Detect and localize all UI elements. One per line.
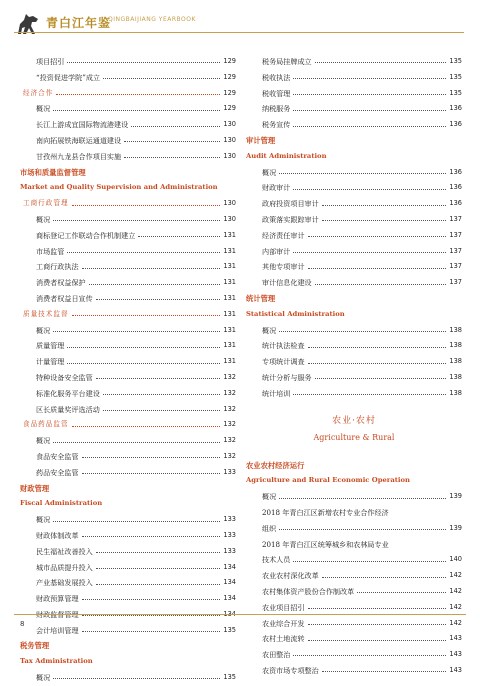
toc-entry-label: 内部审计 bbox=[262, 246, 291, 256]
toc-subsection[interactable] bbox=[20, 417, 236, 433]
toc-entry[interactable] bbox=[246, 244, 462, 260]
dot-leader bbox=[124, 157, 220, 158]
dot-leader bbox=[138, 236, 220, 237]
toc-entry-label: 统计培训 bbox=[262, 388, 291, 398]
dot-leader bbox=[53, 110, 220, 111]
dot-leader bbox=[53, 678, 220, 679]
toc-page-number: 139 bbox=[449, 492, 462, 501]
toc-entry[interactable] bbox=[20, 386, 236, 402]
toc-page-number: 137 bbox=[449, 278, 462, 287]
toc-page-number: 131 bbox=[223, 341, 236, 350]
toc-entry[interactable] bbox=[246, 631, 462, 647]
dot-leader bbox=[53, 220, 220, 221]
dot-leader bbox=[322, 205, 447, 206]
toc-entry-label: 概况 bbox=[36, 673, 51, 683]
toc-page-number: 133 bbox=[223, 515, 236, 524]
toc-page-number: 130 bbox=[223, 151, 236, 160]
toc-section-heading-en[interactable]: Tax Administration bbox=[20, 657, 93, 666]
dot-leader bbox=[308, 608, 447, 609]
toc-entry-label: 农业农村深化改革 bbox=[262, 571, 319, 581]
dot-leader bbox=[315, 378, 447, 379]
toc-entry[interactable] bbox=[246, 54, 462, 70]
toc-entry[interactable] bbox=[20, 149, 236, 165]
toc-entry-label: 组织 bbox=[262, 523, 277, 533]
toc-entry[interactable] bbox=[20, 512, 236, 528]
toc-entry[interactable] bbox=[246, 70, 462, 86]
toc-entry-label: 概况 bbox=[36, 325, 51, 335]
toc-page-number: 136 bbox=[449, 167, 462, 176]
toc-entry[interactable] bbox=[20, 101, 236, 117]
toc-entry-label: 市场监管 bbox=[36, 246, 65, 256]
toc-entry[interactable] bbox=[246, 584, 462, 600]
toc-entry[interactable] bbox=[246, 212, 462, 228]
dot-leader bbox=[72, 205, 221, 206]
toc-entry[interactable] bbox=[20, 575, 236, 591]
toc-entry-label: 统计执法检查 bbox=[262, 341, 305, 351]
header-divider bbox=[14, 32, 464, 33]
toc-entry-label: 区长质量奖评选活动 bbox=[36, 404, 100, 414]
dot-leader bbox=[308, 268, 447, 269]
toc-page-number: 134 bbox=[223, 594, 236, 603]
dot-leader bbox=[96, 584, 221, 585]
toc-entry-label: 概况 bbox=[262, 492, 277, 502]
toc-entry[interactable] bbox=[20, 623, 236, 639]
toc-entry[interactable] bbox=[20, 449, 236, 465]
dot-leader bbox=[72, 315, 221, 316]
toc-section-heading-en[interactable]: Audit Administration bbox=[246, 151, 327, 160]
toc-page-number: 135 bbox=[223, 673, 236, 682]
toc-entry-label: 税收管理 bbox=[262, 88, 291, 98]
toc-page-number: 143 bbox=[449, 634, 462, 643]
toc-page-number: 132 bbox=[223, 436, 236, 445]
toc-page-number: 136 bbox=[449, 183, 462, 192]
dot-leader bbox=[315, 62, 447, 63]
toc-entry-label: 概况 bbox=[36, 436, 51, 446]
toc-entry-label: 产业基础发展投入 bbox=[36, 578, 93, 588]
toc-entry-label: 南向拓展铁海联运通道建设 bbox=[36, 135, 122, 145]
toc-page-number: 131 bbox=[223, 278, 236, 287]
toc-entry[interactable] bbox=[20, 560, 236, 576]
dot-leader bbox=[53, 442, 220, 443]
dot-leader bbox=[67, 62, 220, 63]
toc-entry-label: 农业综合开发 bbox=[262, 618, 305, 628]
dot-leader bbox=[72, 426, 221, 427]
toc-page-number: 131 bbox=[223, 293, 236, 302]
toc-entry-label: 概况 bbox=[36, 214, 51, 224]
toc-page-number: 129 bbox=[223, 104, 236, 113]
toc-entry-label: 税务局挂牌成立 bbox=[262, 57, 312, 66]
toc-page-number: 131 bbox=[223, 357, 236, 366]
toc-entry[interactable] bbox=[246, 647, 462, 663]
toc-right-column bbox=[246, 54, 462, 679]
toc-entry[interactable] bbox=[20, 323, 236, 339]
toc-entry[interactable] bbox=[20, 670, 236, 686]
dot-leader bbox=[293, 252, 446, 253]
toc-entry[interactable] bbox=[246, 165, 462, 181]
dot-leader bbox=[308, 363, 447, 364]
toc-entry[interactable] bbox=[246, 323, 462, 339]
dot-leader bbox=[96, 568, 221, 569]
toc-section-heading-en[interactable]: Statistical Administration bbox=[246, 309, 345, 318]
dot-leader bbox=[293, 561, 446, 562]
section-title: 农业·农村 bbox=[332, 415, 376, 426]
dot-leader bbox=[293, 655, 446, 656]
toc-entry-label: 食品安全监管 bbox=[36, 451, 79, 461]
toc-entry[interactable] bbox=[246, 259, 462, 275]
toc-entry-label: 审计信息化建设 bbox=[262, 278, 312, 288]
toc-entry-label: 特种设备安全监管 bbox=[36, 372, 93, 382]
toc-entry[interactable] bbox=[246, 663, 462, 679]
dot-leader bbox=[293, 126, 446, 127]
dot-leader bbox=[82, 268, 221, 269]
toc-section-heading-en[interactable]: Fiscal Administration bbox=[20, 499, 103, 508]
dot-leader bbox=[293, 110, 446, 111]
toc-page-number: 131 bbox=[223, 246, 236, 255]
horse-logo-icon bbox=[14, 10, 44, 38]
toc-page-number: 138 bbox=[449, 341, 462, 350]
yearbook-subtitle: QINGBAIJIANG YEARBOOK bbox=[108, 16, 196, 23]
toc-subsection[interactable] bbox=[20, 307, 236, 323]
toc-section-heading[interactable]: 农业农村经济运行 bbox=[246, 460, 305, 470]
toc-subsection[interactable] bbox=[20, 86, 236, 102]
toc-page-number: 129 bbox=[223, 57, 236, 65]
toc-entry-label: 经济责任审计 bbox=[262, 230, 305, 240]
toc-entry-label: 统计分析与服务 bbox=[262, 372, 312, 382]
toc-left-column bbox=[20, 54, 236, 686]
dot-leader bbox=[103, 410, 221, 411]
toc-entry[interactable] bbox=[20, 275, 236, 291]
toc-entry-label: 食品药品监管 bbox=[23, 420, 69, 429]
toc-entry[interactable] bbox=[246, 354, 462, 370]
toc-page-number: 142 bbox=[449, 618, 462, 627]
dot-leader bbox=[293, 189, 446, 190]
toc-entry[interactable] bbox=[20, 212, 236, 228]
toc-page-number: 134 bbox=[223, 578, 236, 587]
toc-entry-label: 农业项目招引 bbox=[262, 602, 305, 612]
toc-page-number: 143 bbox=[449, 650, 462, 659]
toc-entry[interactable] bbox=[20, 133, 236, 149]
dot-leader bbox=[96, 299, 221, 300]
toc-page-number: 129 bbox=[223, 88, 236, 97]
dot-leader bbox=[82, 457, 221, 458]
toc-entry[interactable] bbox=[20, 244, 236, 260]
toc-page-number: 137 bbox=[449, 246, 462, 255]
toc-page-number: 137 bbox=[449, 262, 462, 271]
toc-entry-label: 税务宣传 bbox=[262, 120, 291, 130]
toc-entry[interactable] bbox=[20, 354, 236, 370]
toc-entry[interactable] bbox=[246, 568, 462, 584]
toc-entry[interactable] bbox=[246, 117, 462, 133]
dot-leader bbox=[67, 252, 220, 253]
toc-page-number: 138 bbox=[449, 388, 462, 397]
page-number: 8 bbox=[20, 620, 25, 628]
toc-entry-label: 质量技术监督 bbox=[23, 309, 69, 318]
toc-page-number: 133 bbox=[223, 467, 236, 476]
toc-section-heading[interactable]: 市场和质量监督管理 bbox=[20, 167, 86, 177]
dot-leader bbox=[279, 498, 446, 499]
dot-leader bbox=[82, 473, 221, 474]
page-header bbox=[0, 0, 480, 46]
dot-leader bbox=[293, 94, 446, 95]
toc-entry-label: 药品安全监管 bbox=[36, 467, 79, 477]
toc-page-number: 138 bbox=[449, 325, 462, 334]
section-gap bbox=[246, 402, 462, 412]
toc-page-number: 143 bbox=[449, 665, 462, 674]
toc-page-number: 131 bbox=[223, 262, 236, 271]
toc-page-number: 135 bbox=[449, 88, 462, 97]
toc-page-number: 136 bbox=[449, 120, 462, 129]
toc-entry-label: 农资市场专项整治 bbox=[262, 665, 319, 675]
toc-page-number: 142 bbox=[449, 571, 462, 580]
toc-page-number: 130 bbox=[223, 214, 236, 223]
toc-entry-label: 消费者权益保护 bbox=[36, 278, 86, 288]
toc-section-heading[interactable]: 财政管理 bbox=[20, 483, 50, 493]
toc-entry-label: 标准化服务平台建设 bbox=[36, 388, 100, 398]
toc-entry-label: 专项统计调查 bbox=[262, 357, 305, 367]
toc-entry-label: 农村土地流转 bbox=[262, 634, 305, 644]
toc-entry-text: 2018 年青白江区新增农村专业合作经济 bbox=[262, 507, 389, 517]
toc-entry-label: 政策落实跟踪审计 bbox=[262, 214, 319, 224]
toc-page-number: 140 bbox=[449, 555, 462, 564]
toc-entry-label: 质量管理 bbox=[36, 341, 65, 351]
toc-entry-label: 财政预算管理 bbox=[36, 594, 79, 604]
dot-leader bbox=[56, 94, 220, 95]
toc-entry[interactable] bbox=[20, 291, 236, 307]
dot-leader bbox=[308, 347, 447, 348]
toc-page-number: 132 bbox=[223, 404, 236, 413]
toc-page-number: 136 bbox=[449, 104, 462, 113]
toc-page-number: 130 bbox=[223, 120, 236, 129]
toc-entry-label: 概况 bbox=[262, 167, 277, 177]
toc-subsection[interactable] bbox=[20, 196, 236, 212]
dot-leader bbox=[293, 394, 446, 395]
toc-entry[interactable] bbox=[20, 465, 236, 481]
dot-leader bbox=[322, 577, 447, 578]
dot-leader bbox=[308, 640, 447, 641]
dot-leader bbox=[279, 331, 446, 332]
toc-entry-label: 财政审计 bbox=[262, 183, 291, 193]
section-subtitle: Agriculture & Rural bbox=[313, 432, 395, 442]
toc-entry[interactable] bbox=[20, 433, 236, 449]
toc-entry-label: 政府投资项目审计 bbox=[262, 199, 319, 209]
dot-leader bbox=[308, 624, 447, 625]
dot-leader bbox=[67, 363, 220, 364]
dot-leader bbox=[124, 141, 220, 142]
toc-page-number: 138 bbox=[449, 372, 462, 381]
toc-entry-label: 项目招引 bbox=[36, 57, 65, 66]
toc-entry[interactable] bbox=[246, 489, 462, 505]
toc-page-number: 131 bbox=[223, 325, 236, 334]
toc-page-number: 132 bbox=[223, 451, 236, 460]
toc-entry[interactable] bbox=[246, 552, 462, 568]
toc-page-number: 135 bbox=[449, 57, 462, 65]
toc-entry-label: 会计培训管理 bbox=[36, 625, 79, 635]
dot-leader bbox=[82, 615, 221, 616]
toc-page-number: 133 bbox=[223, 546, 236, 555]
toc-page-number: 142 bbox=[449, 602, 462, 611]
toc-entry[interactable] bbox=[246, 180, 462, 196]
section-gap bbox=[246, 448, 462, 458]
toc-entry-label: 纳税服务 bbox=[262, 104, 291, 114]
dot-leader bbox=[53, 331, 220, 332]
toc-page-number: 132 bbox=[223, 420, 236, 429]
dot-leader bbox=[82, 599, 221, 600]
toc-entry-label: 消费者权益日宣传 bbox=[36, 293, 93, 303]
toc-right-top bbox=[246, 54, 462, 402]
toc-entry[interactable] bbox=[246, 86, 462, 102]
toc-entry-label: 民生福祉改善投入 bbox=[36, 546, 93, 556]
dot-leader bbox=[82, 631, 221, 632]
toc-entry-label: 农田整治 bbox=[262, 650, 291, 660]
toc-entry-label: 经济合作 bbox=[23, 88, 54, 97]
toc-page-number: 132 bbox=[223, 372, 236, 381]
toc-page-number: 131 bbox=[223, 309, 236, 318]
toc-entry-label: 甘孜州九龙县合作项目实施 bbox=[36, 151, 122, 161]
toc-right-bottom bbox=[246, 458, 462, 679]
toc-page-number: 142 bbox=[449, 586, 462, 595]
toc-page-number: 137 bbox=[449, 214, 462, 223]
dot-leader bbox=[96, 378, 221, 379]
toc-entry-label: 其他专项审计 bbox=[262, 262, 305, 272]
toc-page-number: 131 bbox=[223, 230, 236, 239]
toc-page-number: 129 bbox=[223, 72, 236, 81]
toc-entry[interactable] bbox=[246, 228, 462, 244]
toc-entry-label: 计量管理 bbox=[36, 357, 65, 367]
toc-entry[interactable] bbox=[246, 338, 462, 354]
toc-entry-label: “投资促进学院”成立 bbox=[36, 72, 101, 82]
dot-leader bbox=[322, 220, 447, 221]
toc-entry[interactable] bbox=[20, 591, 236, 607]
toc-page-number: 138 bbox=[449, 357, 462, 366]
toc-entry[interactable] bbox=[20, 544, 236, 560]
toc-entry[interactable] bbox=[246, 101, 462, 117]
toc-entry[interactable] bbox=[246, 521, 462, 537]
dot-leader bbox=[279, 173, 446, 174]
dot-leader bbox=[103, 78, 220, 79]
dot-leader bbox=[308, 236, 447, 237]
toc-entry[interactable] bbox=[20, 338, 236, 354]
toc-entry[interactable] bbox=[246, 386, 462, 402]
dot-leader bbox=[131, 126, 220, 127]
dot-leader bbox=[322, 671, 447, 672]
toc-section-heading[interactable]: 审计管理 bbox=[246, 135, 276, 145]
toc-entry-label: 工商行政执法 bbox=[36, 262, 79, 272]
toc-page-number: 135 bbox=[449, 72, 462, 81]
toc-entry-label: 工商行政管理 bbox=[23, 199, 69, 208]
toc-page-number: 136 bbox=[449, 199, 462, 208]
dot-leader bbox=[89, 284, 221, 285]
toc-section-heading-en[interactable]: Agriculture and Rural Economic Operation bbox=[246, 476, 410, 485]
dot-leader bbox=[357, 592, 446, 593]
toc-entry[interactable] bbox=[20, 259, 236, 275]
toc-entry-label: 概况 bbox=[36, 104, 51, 114]
toc-page-number: 130 bbox=[223, 199, 236, 208]
dot-leader bbox=[293, 78, 446, 79]
toc-page-number: 133 bbox=[223, 530, 236, 539]
toc-entry[interactable] bbox=[20, 228, 236, 244]
toc-entry[interactable] bbox=[20, 117, 236, 133]
toc-entry-label: 城市品质提升投入 bbox=[36, 562, 93, 572]
dot-leader bbox=[67, 347, 220, 348]
toc-page-number: 137 bbox=[449, 230, 462, 239]
toc-page-number: 134 bbox=[223, 562, 236, 571]
toc-section-heading[interactable]: 统计管理 bbox=[246, 293, 276, 303]
toc-entry[interactable] bbox=[20, 70, 236, 86]
dot-leader bbox=[103, 394, 221, 395]
toc-page-number: 130 bbox=[223, 135, 236, 144]
toc-entry-label: 商标登记工作联动合作机制建立 bbox=[36, 230, 136, 240]
toc-entry-label: 长江上游成宜国际物流港建设 bbox=[36, 120, 129, 130]
toc-entry[interactable] bbox=[246, 370, 462, 386]
toc-entry-label: 技术人员 bbox=[262, 555, 291, 565]
toc-entry-label: 农村集体资产股份合作制改革 bbox=[262, 586, 355, 596]
toc-entry[interactable] bbox=[246, 196, 462, 212]
toc-entry[interactable] bbox=[20, 54, 236, 70]
toc-entry-label: 概况 bbox=[36, 515, 51, 525]
dot-leader bbox=[315, 284, 447, 285]
footer-divider bbox=[14, 614, 466, 615]
toc-section-heading-en[interactable]: Market and Quality Supervision and Administration bbox=[20, 183, 218, 192]
toc-page-number: 135 bbox=[223, 625, 236, 634]
toc-entry[interactable] bbox=[20, 370, 236, 386]
yearbook-title: 青白江年鉴 bbox=[46, 16, 112, 30]
toc-entry[interactable] bbox=[246, 616, 462, 632]
dot-leader bbox=[53, 521, 220, 522]
toc-entry[interactable] bbox=[20, 528, 236, 544]
dot-leader bbox=[96, 552, 221, 553]
toc-entry-label: 财政体制改革 bbox=[36, 530, 79, 540]
toc-entry-label: 税收执法 bbox=[262, 72, 291, 82]
toc-entry-label: 概况 bbox=[262, 325, 277, 335]
toc-entry-text: 2018 年青白江区统筹城乡和农林局专业 bbox=[262, 539, 389, 549]
toc-entry[interactable] bbox=[20, 402, 236, 418]
toc-section-heading[interactable]: 税务管理 bbox=[20, 641, 50, 651]
dot-leader bbox=[82, 536, 221, 537]
dot-leader bbox=[279, 529, 446, 530]
toc-page-number: 132 bbox=[223, 388, 236, 397]
toc-entry[interactable] bbox=[246, 275, 462, 291]
toc-page-number: 139 bbox=[449, 523, 462, 532]
